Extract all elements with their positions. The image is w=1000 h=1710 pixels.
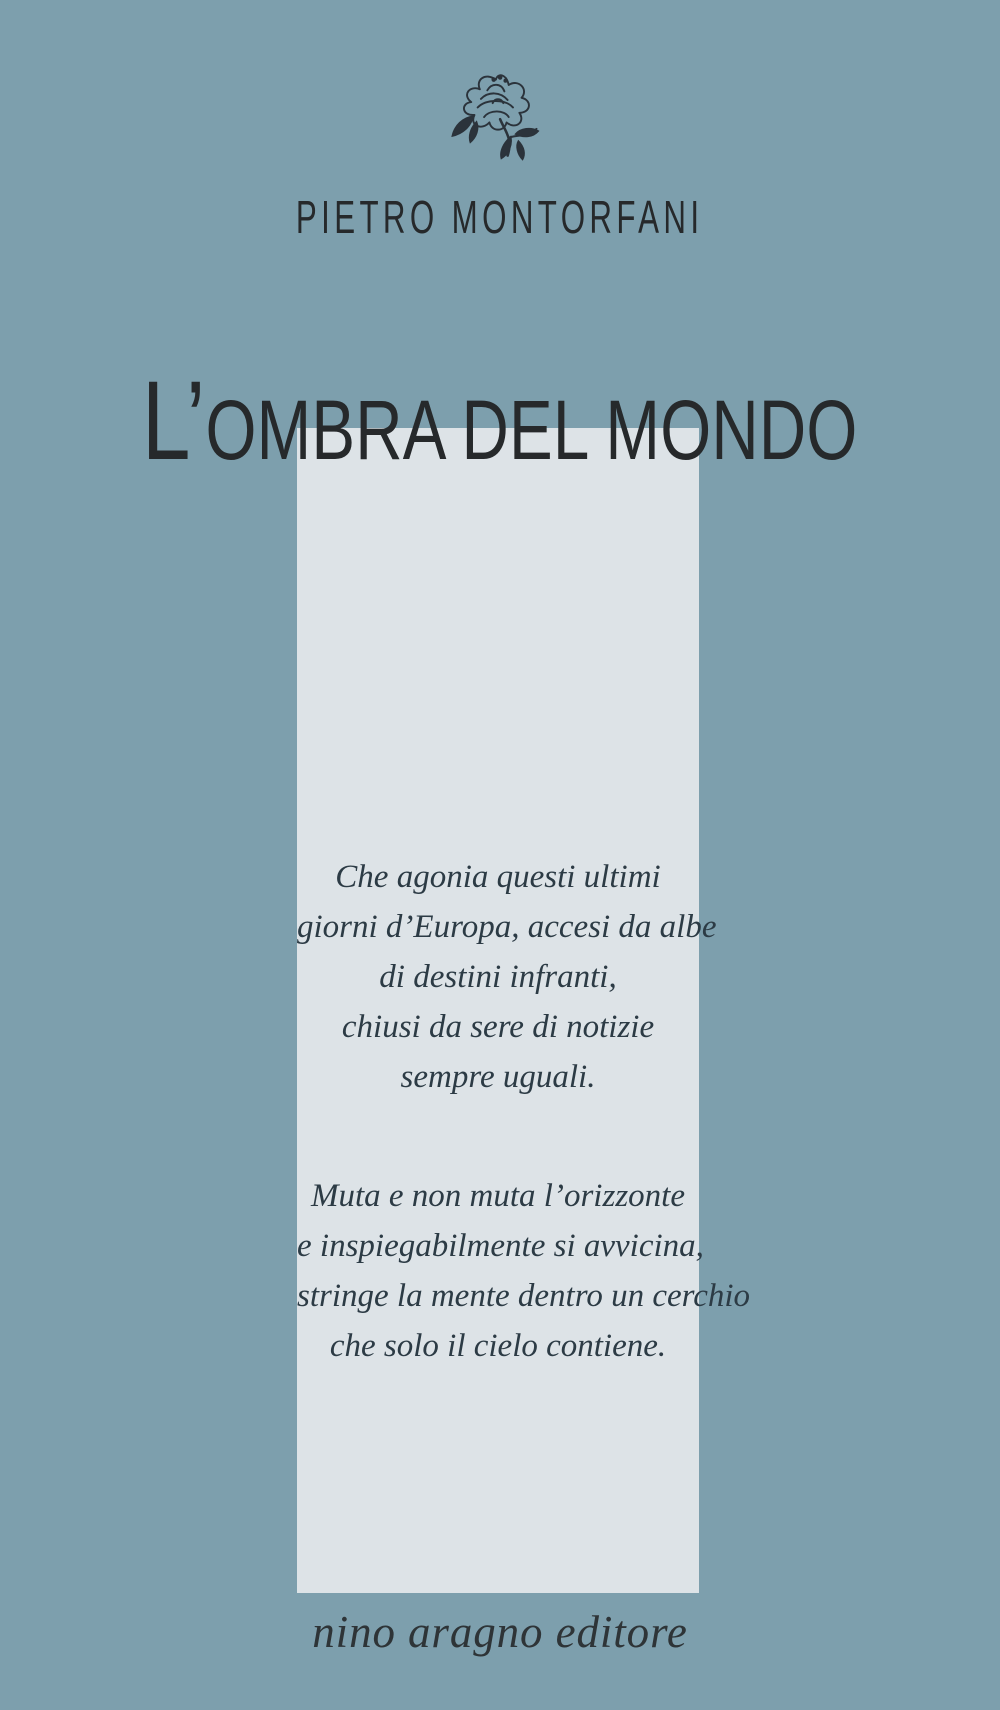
book-title-text [142, 358, 858, 483]
poem-stanza-2 [297, 1171, 751, 1371]
flower-ornament-icon [444, 70, 552, 162]
author-name [0, 191, 1000, 243]
poem-line: Che agonia questi ultimi [335, 859, 661, 895]
title-initial: L’ [142, 358, 206, 483]
poem-line: e inspiegabilmente si avvicina, [297, 1228, 704, 1264]
inset-panel [297, 428, 751, 1593]
poem-line: Muta e non muta l’orizzonte [311, 1178, 685, 1214]
poem-line: giorni d’Europa, accesi da albe [297, 909, 717, 945]
poem-stanza-1 [297, 852, 717, 1102]
title-rest: OMBRA DEL MONDO [205, 383, 858, 477]
publisher-imprint: nino aragno editore [312, 1607, 688, 1657]
book-title [0, 358, 1000, 483]
poem-line: di destini infranti, [379, 959, 617, 995]
poem-line: che solo il cielo contiene. [329, 1328, 667, 1364]
poem-line: stringe la mente dentro un cerchio [297, 1278, 751, 1314]
author-name-text: PIETRO MONTORFANI [296, 191, 704, 243]
poem-line: sempre uguali. [400, 1059, 596, 1095]
poem-line: chiusi da sere di notizie [341, 1009, 655, 1045]
poem-excerpt [297, 852, 751, 1371]
